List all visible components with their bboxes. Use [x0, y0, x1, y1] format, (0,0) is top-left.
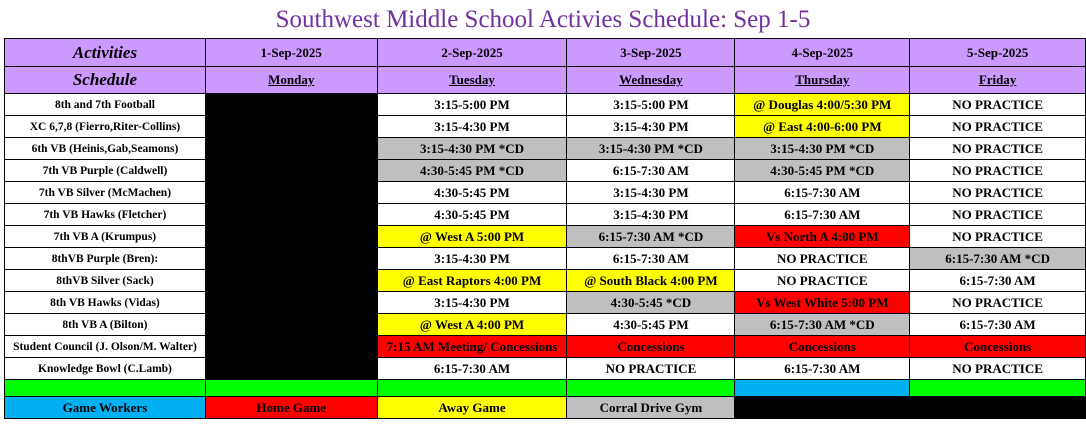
- page-title: Southwest Middle School Activies Schedule: Sep 1-5: [275, 6, 811, 33]
- schedule-cell[interactable]: @ West A 5:00 PM: [377, 226, 567, 248]
- schedule-cell[interactable]: NO PRACTICE: [910, 94, 1086, 116]
- schedule-cell[interactable]: 3:15-4:30 PM: [377, 292, 567, 314]
- activity-name[interactable]: 8th VB A (Bilton): [5, 314, 206, 336]
- legend-row: [5, 397, 1086, 419]
- schedule-cell[interactable]: [205, 270, 377, 292]
- schedule-cell[interactable]: @ East Raptors 4:00 PM: [377, 270, 567, 292]
- legend-blank-cell: [735, 397, 1086, 419]
- activity-name[interactable]: Knowledge Bowl (C.Lamb): [5, 358, 206, 380]
- schedule-cell[interactable]: Vs North A 4:00 PM: [735, 226, 910, 248]
- schedule-cell[interactable]: [205, 116, 377, 138]
- header-row-days: [5, 67, 1086, 94]
- schedule-cell[interactable]: [205, 336, 377, 358]
- spacer-cell[interactable]: [567, 380, 735, 397]
- schedule-cell[interactable]: 4:30-5:45 *CD: [567, 292, 735, 314]
- day-header: Monday: [205, 67, 377, 94]
- schedule-cell[interactable]: Vs West White 5:00 PM: [735, 292, 910, 314]
- date-header: 1-Sep-2025: [205, 39, 377, 67]
- spacer-cell[interactable]: [205, 380, 377, 397]
- schedule-cell[interactable]: [205, 204, 377, 226]
- schedule-row: [5, 94, 1086, 116]
- schedule-cell[interactable]: NO PRACTICE: [910, 226, 1086, 248]
- schedule-row: [5, 336, 1086, 358]
- schedule-cell[interactable]: 6:15-7:30 AM: [567, 160, 735, 182]
- schedule-cell[interactable]: 6:15-7:30 AM: [735, 358, 910, 380]
- activity-name[interactable]: 8thVB Purple (Bren):: [5, 248, 206, 270]
- schedule-cell[interactable]: [205, 358, 377, 380]
- schedule-cell[interactable]: @ West A 4:00 PM: [377, 314, 567, 336]
- schedule-cell[interactable]: [205, 138, 377, 160]
- schedule-cell[interactable]: [205, 292, 377, 314]
- schedule-cell[interactable]: NO PRACTICE: [910, 292, 1086, 314]
- schedule-row: [5, 226, 1086, 248]
- schedule-row: [5, 160, 1086, 182]
- day-header: Thursday: [735, 67, 910, 94]
- schedule-cell[interactable]: 3:15-4:30 PM: [567, 182, 735, 204]
- activity-name[interactable]: Student Council (J. Olson/M. Walter): [5, 336, 206, 358]
- schedule-cell[interactable]: 3:15-5:00 PM: [377, 94, 567, 116]
- schedule-cell[interactable]: 6:15-7:30 AM *CD: [910, 248, 1086, 270]
- schedule-cell[interactable]: NO PRACTICE: [910, 116, 1086, 138]
- color-spacer-row: [5, 380, 1086, 397]
- date-header: 4-Sep-2025: [735, 39, 910, 67]
- schedule-cell[interactable]: 3:15-4:30 PM *CD: [377, 138, 567, 160]
- schedule-cell[interactable]: 6:15-7:30 AM: [377, 358, 567, 380]
- schedule-cell[interactable]: 6:15-7:30 AM: [567, 248, 735, 270]
- activity-name[interactable]: 7th VB A (Krumpus): [5, 226, 206, 248]
- schedule-cell[interactable]: Concessions: [910, 336, 1086, 358]
- schedule-cell[interactable]: 4:30-5:45 PM *CD: [735, 160, 910, 182]
- schedule-cell[interactable]: 3:15-4:30 PM *CD: [735, 138, 910, 160]
- legend-item[interactable]: Corral Drive Gym: [567, 397, 735, 419]
- legend-item[interactable]: Home Game: [205, 397, 377, 419]
- schedule-cell[interactable]: 3:15-4:30 PM *CD: [567, 138, 735, 160]
- schedule-cell[interactable]: 4:30-5:45 PM: [377, 204, 567, 226]
- date-header: 2-Sep-2025: [377, 39, 567, 67]
- schedule-cell[interactable]: NO PRACTICE: [910, 358, 1086, 380]
- spacer-cell[interactable]: [5, 380, 206, 397]
- activity-name[interactable]: XC 6,7,8 (Fierro,Riter-Collins): [5, 116, 206, 138]
- schedule-header: Schedule: [5, 67, 206, 94]
- schedule-cell[interactable]: @ East 4:00-6:00 PM: [735, 116, 910, 138]
- schedule-cell[interactable]: @ South Black 4:00 PM: [567, 270, 735, 292]
- schedule-cell[interactable]: 6:15-7:30 AM: [735, 182, 910, 204]
- schedule-cell[interactable]: NO PRACTICE: [735, 270, 910, 292]
- activities-header: Activities: [5, 39, 206, 67]
- schedule-cell[interactable]: 3:15-4:30 PM: [377, 116, 567, 138]
- schedule-cell[interactable]: [205, 314, 377, 336]
- schedule-cell[interactable]: Concessions: [567, 336, 735, 358]
- schedule-cell[interactable]: [205, 226, 377, 248]
- schedule-cell[interactable]: NO PRACTICE: [910, 160, 1086, 182]
- date-header: 3-Sep-2025: [567, 39, 735, 67]
- activity-name[interactable]: 6th VB (Heinis,Gab,Seamons): [5, 138, 206, 160]
- schedule-cell[interactable]: [205, 160, 377, 182]
- spacer-cell[interactable]: [377, 380, 567, 397]
- spacer-cell[interactable]: [735, 380, 910, 397]
- day-header: Tuesday: [377, 67, 567, 94]
- schedule-row: [5, 270, 1086, 292]
- schedule-cell[interactable]: 6:15-7:30 AM: [735, 204, 910, 226]
- legend-item[interactable]: Away Game: [377, 397, 567, 419]
- activity-name[interactable]: 7th VB Hawks (Fletcher): [5, 204, 206, 226]
- schedule-cell[interactable]: NO PRACTICE: [567, 358, 735, 380]
- activity-name[interactable]: 8thVB Silver (Sack): [5, 270, 206, 292]
- schedule-cell[interactable]: NO PRACTICE: [910, 204, 1086, 226]
- schedule-cell[interactable]: 6:15-7:30 AM *CD: [735, 314, 910, 336]
- schedule-cell[interactable]: 3:15-5:00 PM: [567, 94, 735, 116]
- schedule-row: [5, 138, 1086, 160]
- schedule-row: [5, 314, 1086, 336]
- activity-name[interactable]: 7th VB Silver (McMachen): [5, 182, 206, 204]
- legend-item[interactable]: Game Workers: [5, 397, 206, 419]
- schedule-cell[interactable]: 6:15-7:30 AM: [910, 314, 1086, 336]
- schedule-row: [5, 204, 1086, 226]
- schedule-cell[interactable]: NO PRACTICE: [910, 182, 1086, 204]
- schedule-cell[interactable]: 7:15 AM Meeting/ Concessions: [377, 336, 567, 358]
- schedule-table: [4, 38, 1086, 419]
- schedule-cell[interactable]: 4:30-5:45 PM *CD: [377, 160, 567, 182]
- schedule-cell[interactable]: 6:15-7:30 AM: [910, 270, 1086, 292]
- schedule-row: [5, 248, 1086, 270]
- schedule-cell[interactable]: [205, 182, 377, 204]
- schedule-cell[interactable]: [205, 248, 377, 270]
- schedule-cell[interactable]: 3:15-4:30 PM: [567, 116, 735, 138]
- schedule-cell[interactable]: 3:15-4:30 PM: [377, 248, 567, 270]
- schedule-row: [5, 292, 1086, 314]
- spacer-cell[interactable]: [910, 380, 1086, 397]
- schedule-cell[interactable]: 4:30-5:45 PM: [377, 182, 567, 204]
- day-header: Wednesday: [567, 67, 735, 94]
- schedule-cell[interactable]: 4:30-5:45 PM: [567, 314, 735, 336]
- activity-name[interactable]: 8th and 7th Football: [5, 94, 206, 116]
- schedule-row: [5, 358, 1086, 380]
- schedule-cell[interactable]: 3:15-4:30 PM: [567, 204, 735, 226]
- activity-name[interactable]: 8th VB Hawks (Vidas): [5, 292, 206, 314]
- schedule-cell[interactable]: Concessions: [735, 336, 910, 358]
- schedule-cell[interactable]: NO PRACTICE: [735, 248, 910, 270]
- schedule-cell[interactable]: @ Douglas 4:00/5:30 PM: [735, 94, 910, 116]
- date-header: 5-Sep-2025: [910, 39, 1086, 67]
- header-row-dates: [5, 39, 1086, 67]
- schedule-cell[interactable]: 6:15-7:30 AM *CD: [567, 226, 735, 248]
- schedule-cell[interactable]: NO PRACTICE: [910, 138, 1086, 160]
- schedule-cell[interactable]: [205, 94, 377, 116]
- schedule-row: [5, 116, 1086, 138]
- day-header: Friday: [910, 67, 1086, 94]
- activity-name[interactable]: 7th VB Purple (Caldwell): [5, 160, 206, 182]
- schedule-row: [5, 182, 1086, 204]
